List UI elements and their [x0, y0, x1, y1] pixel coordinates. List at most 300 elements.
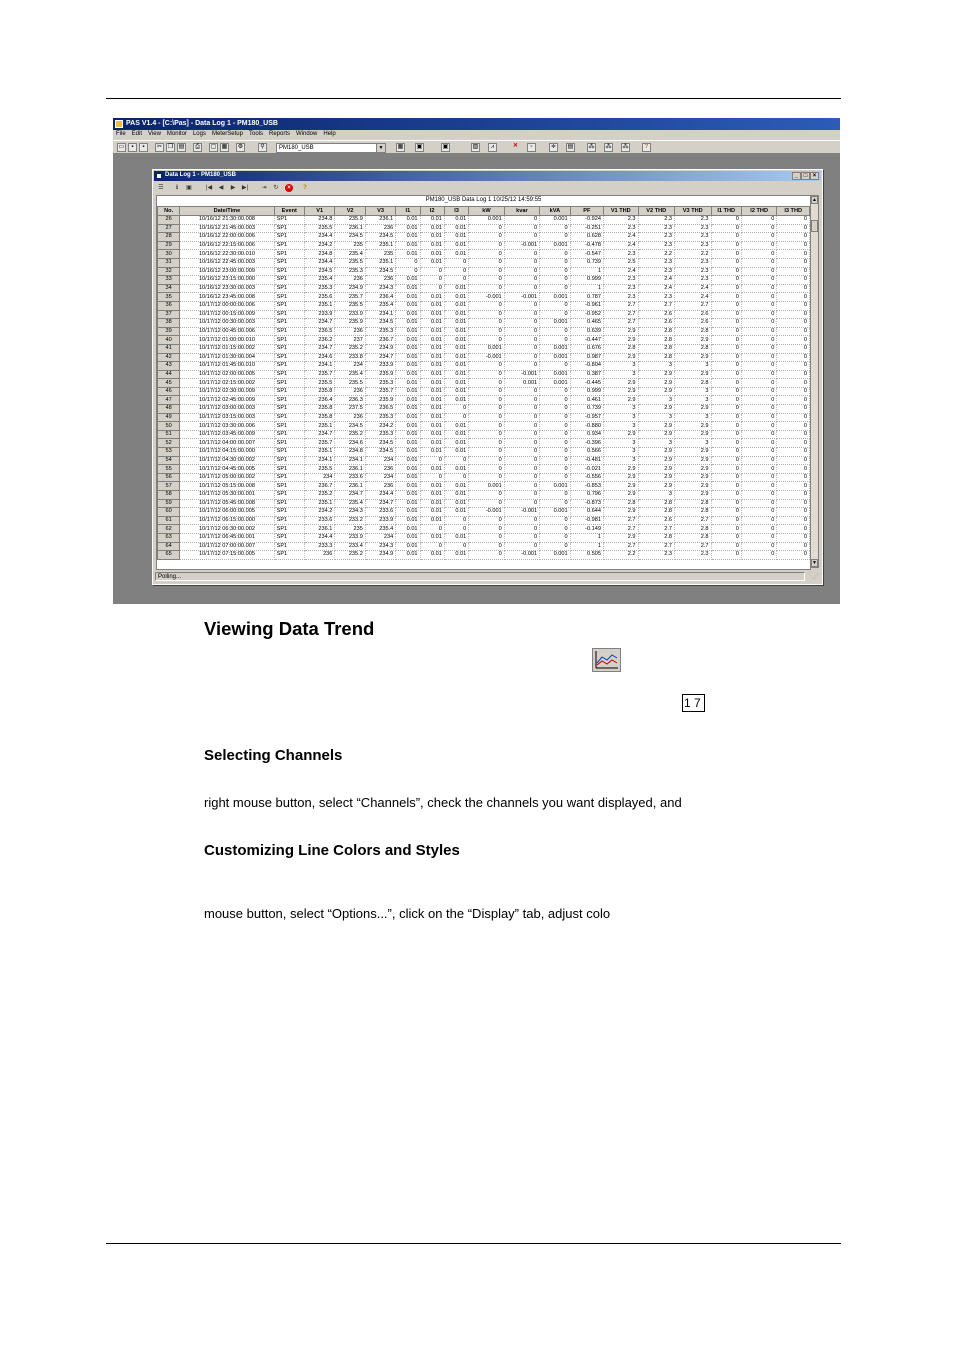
filter-icon[interactable]: ≑ — [550, 144, 557, 150]
table-cell: SP1 — [274, 499, 304, 508]
table-cell: 0.01 — [420, 508, 444, 517]
list-icon[interactable]: ▤ — [567, 144, 574, 150]
table-row[interactable] — [158, 344, 810, 353]
table-cell: 2.9 — [675, 465, 712, 474]
table-cell: 0 — [711, 224, 741, 233]
first-record-icon[interactable]: |◀ — [205, 185, 213, 191]
table-cell: 0 — [711, 293, 741, 302]
table-cell: 233.6 — [335, 473, 365, 482]
data-log-window — [152, 169, 823, 585]
data-grid[interactable] — [156, 195, 811, 570]
table-cell: 236 — [335, 276, 365, 285]
copy-icon[interactable]: ❐ — [167, 144, 174, 150]
table-cell: 0 — [469, 499, 504, 508]
channel-select-icon — [682, 694, 705, 712]
table-cell: 0.01 — [444, 499, 468, 508]
table-cell: 234.1 — [305, 362, 335, 371]
row-number: 28 — [158, 233, 180, 242]
table-cell: 0 — [711, 499, 741, 508]
table-cell: 2.2 — [638, 250, 675, 259]
table-cell: 0.01 — [420, 233, 444, 242]
column-header[interactable]: PF — [570, 207, 603, 216]
table-icon[interactable]: ▦ — [397, 144, 404, 150]
properties-icon[interactable]: ▦ — [221, 144, 228, 150]
table-cell: 0 — [469, 396, 504, 405]
table-cell: 0 — [711, 216, 741, 225]
table-cell: 0 — [469, 379, 504, 388]
column-header[interactable]: V3 THD — [675, 207, 712, 216]
table-cell: 2.6 — [675, 310, 712, 319]
table-cell: 2.3 — [638, 267, 675, 276]
table-cell: 10/16/12 21:45:00.003 — [180, 224, 274, 233]
table-cell: 0 — [469, 533, 504, 542]
table-cell: 0.01 — [396, 233, 420, 242]
table-cell: 0 — [777, 276, 810, 285]
table-cell: 0 — [711, 396, 741, 405]
table-row[interactable] — [158, 284, 810, 293]
table-cell: 0 — [420, 525, 444, 534]
table-cell: 236.1 — [335, 224, 365, 233]
table-header-row — [158, 207, 810, 216]
table-cell: 10/17/12 06:00:00.005 — [180, 508, 274, 517]
table-cell: 0 — [540, 516, 570, 525]
table-cell: 0 — [777, 216, 810, 225]
table-cell: 2.9 — [675, 448, 712, 457]
column-header[interactable]: No. — [158, 207, 180, 216]
prev-record-icon[interactable]: ◀ — [218, 185, 224, 191]
menu-item-metersetup[interactable]: MeterSetup — [211, 131, 243, 137]
table-cell: 0 — [469, 456, 504, 465]
column-header[interactable]: I3 THD — [777, 207, 810, 216]
menu-item-file[interactable]: File — [116, 131, 126, 137]
menu-item-tools[interactable]: Tools — [248, 131, 263, 137]
column-header[interactable]: kVA — [540, 207, 570, 216]
table-cell: 0 — [711, 533, 741, 542]
table-cell: 0.001 — [504, 379, 539, 388]
table-row[interactable] — [158, 353, 810, 362]
table-cell: 0.01 — [420, 336, 444, 345]
table-cell: 0 — [777, 413, 810, 422]
table-cell: 0 — [777, 327, 810, 336]
column-header[interactable]: kW — [469, 207, 504, 216]
trend-icon[interactable]: ⩘ — [488, 143, 497, 152]
table-row[interactable] — [158, 430, 810, 439]
table-row[interactable] — [158, 542, 810, 551]
table-cell: 235.4 — [335, 499, 365, 508]
table-row[interactable] — [158, 224, 810, 233]
table-cell: 0 — [469, 439, 504, 448]
table-cell: 235.1 — [305, 301, 335, 310]
table-cell: 10/17/12 02:30:00.009 — [180, 387, 274, 396]
tou-icon[interactable]: ⁂ — [622, 144, 629, 150]
menu-item-window[interactable]: Window — [296, 131, 318, 137]
table-cell: 0 — [741, 267, 776, 276]
export-icon[interactable]: ▣ — [186, 185, 192, 191]
table-cell: 0 — [711, 310, 741, 319]
table-cell: 0.01 — [444, 327, 468, 336]
table-row[interactable] — [158, 301, 810, 310]
table-cell: -0.961 — [570, 301, 603, 310]
scroll-up-icon[interactable]: ▲ — [812, 197, 817, 203]
next-record-icon[interactable]: ▶ — [230, 185, 236, 191]
tools-icon[interactable]: ⚙ — [237, 144, 244, 150]
table-cell: 2.7 — [638, 525, 675, 534]
table-row[interactable] — [158, 250, 810, 259]
column-header[interactable]: Date/Time — [180, 207, 274, 216]
menu-bar — [113, 130, 840, 140]
table-row[interactable] — [158, 310, 810, 319]
table-cell: 0.001 — [469, 216, 504, 225]
table-cell: 1 — [570, 542, 603, 551]
table-row[interactable] — [158, 516, 810, 525]
table-cell: 0 — [741, 233, 776, 242]
table-cell: 236.1 — [305, 525, 335, 534]
table-row[interactable] — [158, 473, 810, 482]
table-row[interactable] — [158, 491, 810, 500]
table-cell: 2.9 — [675, 353, 712, 362]
view-icon[interactable]: ▢ — [210, 144, 217, 150]
table-cell: 10/17/12 00:00:00.006 — [180, 301, 274, 310]
save-icon[interactable]: ▪ — [128, 143, 137, 152]
menu-item-help[interactable]: Help — [323, 131, 336, 137]
column-header[interactable]: V3 — [365, 207, 395, 216]
column-header[interactable]: kvar — [504, 207, 539, 216]
help-icon[interactable]: ? — [303, 185, 307, 191]
paragraph-options: mouse button, select “Options...”, click on the “Display” tab, adjust colo — [204, 906, 611, 921]
trend-chart-icon — [592, 648, 621, 672]
table-cell: 0 — [741, 250, 776, 259]
table-cell: -0.001 — [469, 293, 504, 302]
table-cell: 0 — [741, 396, 776, 405]
table-cell: 0.987 — [570, 353, 603, 362]
table-cell: 0.01 — [444, 336, 468, 345]
table-cell: 2.6 — [638, 516, 675, 525]
table-cell: 234.3 — [365, 284, 395, 293]
table-cell: 235.1 — [305, 422, 335, 431]
table-cell: 0 — [777, 491, 810, 500]
table-cell: 2.9 — [638, 422, 675, 431]
column-header[interactable]: I1 THD — [711, 207, 741, 216]
table-row[interactable] — [158, 533, 810, 542]
table-cell: 0 — [540, 362, 570, 371]
table-cell: 235.8 — [305, 413, 335, 422]
table-cell: 234.7 — [365, 353, 395, 362]
table-cell: 0 — [777, 396, 810, 405]
table-row[interactable] — [158, 362, 810, 371]
bottom-rule — [106, 1243, 841, 1244]
table-cell: 0.001 — [540, 241, 570, 250]
device-select[interactable] — [276, 143, 386, 153]
table-cell: 235.3 — [365, 379, 395, 388]
table-cell: 2.7 — [638, 542, 675, 551]
info-icon[interactable]: ℹ — [175, 185, 179, 191]
table-cell: 235.8 — [305, 405, 335, 414]
table-cell: 0.001 — [540, 344, 570, 353]
table-cell: 0.01 — [420, 310, 444, 319]
table-cell: 236 — [305, 551, 335, 560]
table-cell: 0.01 — [396, 465, 420, 474]
help-icon[interactable]: ? — [642, 143, 651, 152]
table-cell: 2.8 — [604, 499, 638, 508]
table-cell: 0.01 — [396, 387, 420, 396]
row-number: 52 — [158, 439, 180, 448]
jump-icon[interactable]: ⇥ — [261, 185, 267, 191]
gen-icon[interactable]: ⁂ — [588, 144, 595, 150]
monitor-icon[interactable]: ▣ — [416, 144, 423, 150]
table-row[interactable] — [158, 370, 810, 379]
table-cell: 0 — [469, 310, 504, 319]
table-row[interactable] — [158, 525, 810, 534]
table-cell: 0 — [777, 241, 810, 250]
table-row[interactable] — [158, 241, 810, 250]
column-header[interactable]: I2 — [420, 207, 444, 216]
row-number: 27 — [158, 224, 180, 233]
row-number: 29 — [158, 241, 180, 250]
table-cell: 0.01 — [396, 250, 420, 259]
stop-icon[interactable]: ▫ — [527, 143, 536, 152]
menu-item-reports[interactable]: Reports — [269, 131, 291, 137]
table-row[interactable] — [158, 336, 810, 345]
table-cell: 0.01 — [444, 387, 468, 396]
table-cell: 0 — [420, 284, 444, 293]
table-cell: 0 — [777, 533, 810, 542]
monitor2-icon[interactable]: ▣ — [442, 144, 449, 150]
column-header[interactable]: V1 THD — [604, 207, 638, 216]
table-cell: 0 — [777, 473, 810, 482]
table-cell: 237 — [335, 336, 365, 345]
scroll-down-icon[interactable]: ▼ — [812, 560, 817, 566]
chart-icon[interactable]: ▨ — [472, 144, 479, 150]
refresh-icon[interactable]: ↻ — [273, 185, 279, 191]
close-icon[interactable]: × — [810, 172, 819, 180]
print-icon[interactable]: ⎙ — [193, 143, 202, 152]
table-cell: 0 — [504, 336, 539, 345]
table-cell: 0 — [741, 508, 776, 517]
table-cell: 0 — [741, 422, 776, 431]
table-cell: -0.873 — [570, 499, 603, 508]
column-header[interactable]: Event — [274, 207, 304, 216]
table-cell: 2.9 — [675, 336, 712, 345]
table-row[interactable] — [158, 439, 810, 448]
table-cell: SP1 — [274, 327, 304, 336]
column-header[interactable]: V2 — [335, 207, 365, 216]
table-row[interactable] — [158, 422, 810, 431]
table-cell: 3 — [638, 396, 675, 405]
table-cell: 0 — [711, 319, 741, 328]
table-cell: 0.796 — [570, 491, 603, 500]
table-cell: 0 — [504, 422, 539, 431]
table-cell: 0.01 — [420, 396, 444, 405]
table-cell: 0.01 — [420, 258, 444, 267]
list-view-icon[interactable]: ☰ — [158, 185, 164, 191]
table-cell: 0.787 — [570, 293, 603, 302]
table-cell: 2.9 — [604, 482, 638, 491]
table-cell: 0 — [540, 396, 570, 405]
column-header[interactable]: I2 THD — [741, 207, 776, 216]
table-row[interactable] — [158, 379, 810, 388]
table-cell: 0 — [540, 258, 570, 267]
table-cell: 0 — [540, 499, 570, 508]
table-cell: 2.3 — [638, 258, 675, 267]
table-cell: 0.628 — [570, 233, 603, 242]
table-row[interactable] — [158, 258, 810, 267]
table-cell: 234.7 — [305, 344, 335, 353]
table-cell: 0 — [469, 473, 504, 482]
table-cell: 10/17/12 01:45:00.010 — [180, 362, 274, 371]
table-row[interactable] — [158, 413, 810, 422]
table-cell: 0 — [420, 456, 444, 465]
table-row[interactable] — [158, 276, 810, 285]
table-cell: -0.556 — [570, 473, 603, 482]
row-number: 57 — [158, 482, 180, 491]
table-cell: 2.9 — [638, 370, 675, 379]
table-cell: 2.9 — [604, 491, 638, 500]
table-row[interactable] — [158, 551, 810, 560]
section-heading: Viewing Data Trend — [204, 618, 375, 639]
table-cell: 0 — [469, 336, 504, 345]
paste-icon[interactable]: ▤ — [178, 144, 185, 150]
row-number: 43 — [158, 362, 180, 371]
table-row[interactable] — [158, 405, 810, 414]
table-cell: 2.7 — [675, 516, 712, 525]
table-cell: 2.8 — [675, 525, 712, 534]
table-cell: 234.2 — [365, 422, 395, 431]
log-icon[interactable]: ⁂ — [605, 144, 612, 150]
table-cell: 0 — [469, 250, 504, 259]
scroll-thumb[interactable] — [811, 220, 818, 232]
table-cell: 2.7 — [604, 319, 638, 328]
column-header[interactable]: V1 — [305, 207, 335, 216]
table-cell: 235.1 — [365, 258, 395, 267]
table-cell: 0.01 — [396, 336, 420, 345]
menu-item-monitor[interactable]: Monitor — [166, 131, 187, 137]
table-cell: 233.8 — [335, 353, 365, 362]
table-cell: 2.7 — [604, 301, 638, 310]
table-cell: 0.001 — [540, 353, 570, 362]
vertical-scrollbar[interactable] — [810, 195, 819, 568]
cut-icon[interactable]: ✂ — [156, 144, 163, 150]
menu-item-edit[interactable]: Edit — [131, 131, 143, 137]
table-cell: 10/17/12 02:15:00.002 — [180, 379, 274, 388]
table-cell: 0.001 — [540, 508, 570, 517]
table-cell: SP1 — [274, 456, 304, 465]
table-cell: 3 — [604, 370, 638, 379]
table-cell: 235.1 — [305, 448, 335, 457]
table-cell: 0.01 — [396, 491, 420, 500]
table-cell: 0 — [540, 310, 570, 319]
table-row[interactable] — [158, 233, 810, 242]
table-cell: 2.9 — [638, 379, 675, 388]
table-cell: 0 — [420, 473, 444, 482]
table-cell: 234.9 — [365, 344, 395, 353]
menu-item-logs[interactable]: Logs — [192, 131, 206, 137]
table-cell: 235.9 — [335, 319, 365, 328]
table-cell: SP1 — [274, 362, 304, 371]
table-cell: 1 — [570, 284, 603, 293]
stop-polling-icon[interactable]: × — [285, 184, 293, 192]
table-row[interactable] — [158, 448, 810, 457]
table-cell: 10/17/12 05:00:00.002 — [180, 473, 274, 482]
table-row[interactable] — [158, 216, 810, 225]
table-cell: 0 — [469, 284, 504, 293]
table-row[interactable] — [158, 327, 810, 336]
table-cell: 236.1 — [335, 482, 365, 491]
table-cell: 0 — [504, 362, 539, 371]
table-row[interactable] — [158, 293, 810, 302]
minimize-icon[interactable]: _ — [792, 172, 801, 180]
table-cell: 3 — [604, 456, 638, 465]
table-cell: 2.9 — [675, 482, 712, 491]
table-row[interactable] — [158, 456, 810, 465]
table-cell: 0.01 — [396, 344, 420, 353]
table-cell: 0 — [711, 233, 741, 242]
row-number: 42 — [158, 353, 180, 362]
table-cell: 10/17/12 07:15:00.005 — [180, 551, 274, 560]
network-icon[interactable]: ⚲ — [258, 143, 267, 152]
table-row[interactable] — [158, 319, 810, 328]
table-cell: -0.924 — [570, 216, 603, 225]
table-cell: 0.01 — [444, 250, 468, 259]
table-cell: 0.999 — [570, 276, 603, 285]
table-row[interactable] — [158, 267, 810, 276]
table-cell: 0 — [741, 473, 776, 482]
table-row[interactable] — [158, 508, 810, 517]
table-cell: 2.9 — [604, 327, 638, 336]
maximize-icon[interactable]: □ — [801, 172, 810, 180]
table-cell: 235.2 — [335, 551, 365, 560]
delete-icon[interactable]: ✕ — [512, 143, 519, 149]
table-row[interactable] — [158, 499, 810, 508]
table-cell: SP1 — [274, 387, 304, 396]
table-cell: 0 — [711, 413, 741, 422]
table-cell: 234.3 — [335, 508, 365, 517]
table-cell: 0.01 — [396, 508, 420, 517]
table-row[interactable] — [158, 396, 810, 405]
table-body — [158, 216, 810, 560]
table-row[interactable] — [158, 387, 810, 396]
table-cell: 3 — [675, 396, 712, 405]
column-header[interactable]: I1 — [396, 207, 420, 216]
open-icon[interactable]: ▭ — [118, 144, 125, 150]
table-cell: 0.01 — [420, 353, 444, 362]
menu-item-view[interactable]: View — [148, 131, 161, 137]
table-cell: 2.3 — [675, 224, 712, 233]
table-row[interactable] — [158, 465, 810, 474]
table-row[interactable] — [158, 482, 810, 491]
column-header[interactable]: V2 THD — [638, 207, 675, 216]
table-cell: 234.5 — [365, 267, 395, 276]
table-cell: 0 — [777, 258, 810, 267]
table-cell: 236.7 — [365, 336, 395, 345]
table-cell: 0 — [777, 370, 810, 379]
column-header[interactable]: I3 — [444, 207, 468, 216]
table-cell: -0.149 — [570, 525, 603, 534]
table-cell: 2.6 — [675, 319, 712, 328]
table-cell: 235.1 — [365, 241, 395, 250]
resize-grip-icon[interactable]: ⋰ — [813, 574, 819, 580]
table-cell: 2.9 — [638, 387, 675, 396]
last-record-icon[interactable]: ▶| — [241, 185, 249, 191]
save-all-icon[interactable]: ▪ — [139, 143, 148, 152]
table-cell: 0 — [540, 525, 570, 534]
table-cell: 10/17/12 01:15:00.002 — [180, 344, 274, 353]
table-cell: 0 — [777, 267, 810, 276]
table-cell: 2.2 — [675, 250, 712, 259]
table-cell: 0 — [711, 456, 741, 465]
table-cell: 10/17/12 06:15:00.000 — [180, 516, 274, 525]
chevron-down-icon[interactable]: ▼ — [376, 144, 385, 152]
table-cell: 10/17/12 06:45:00.001 — [180, 533, 274, 542]
